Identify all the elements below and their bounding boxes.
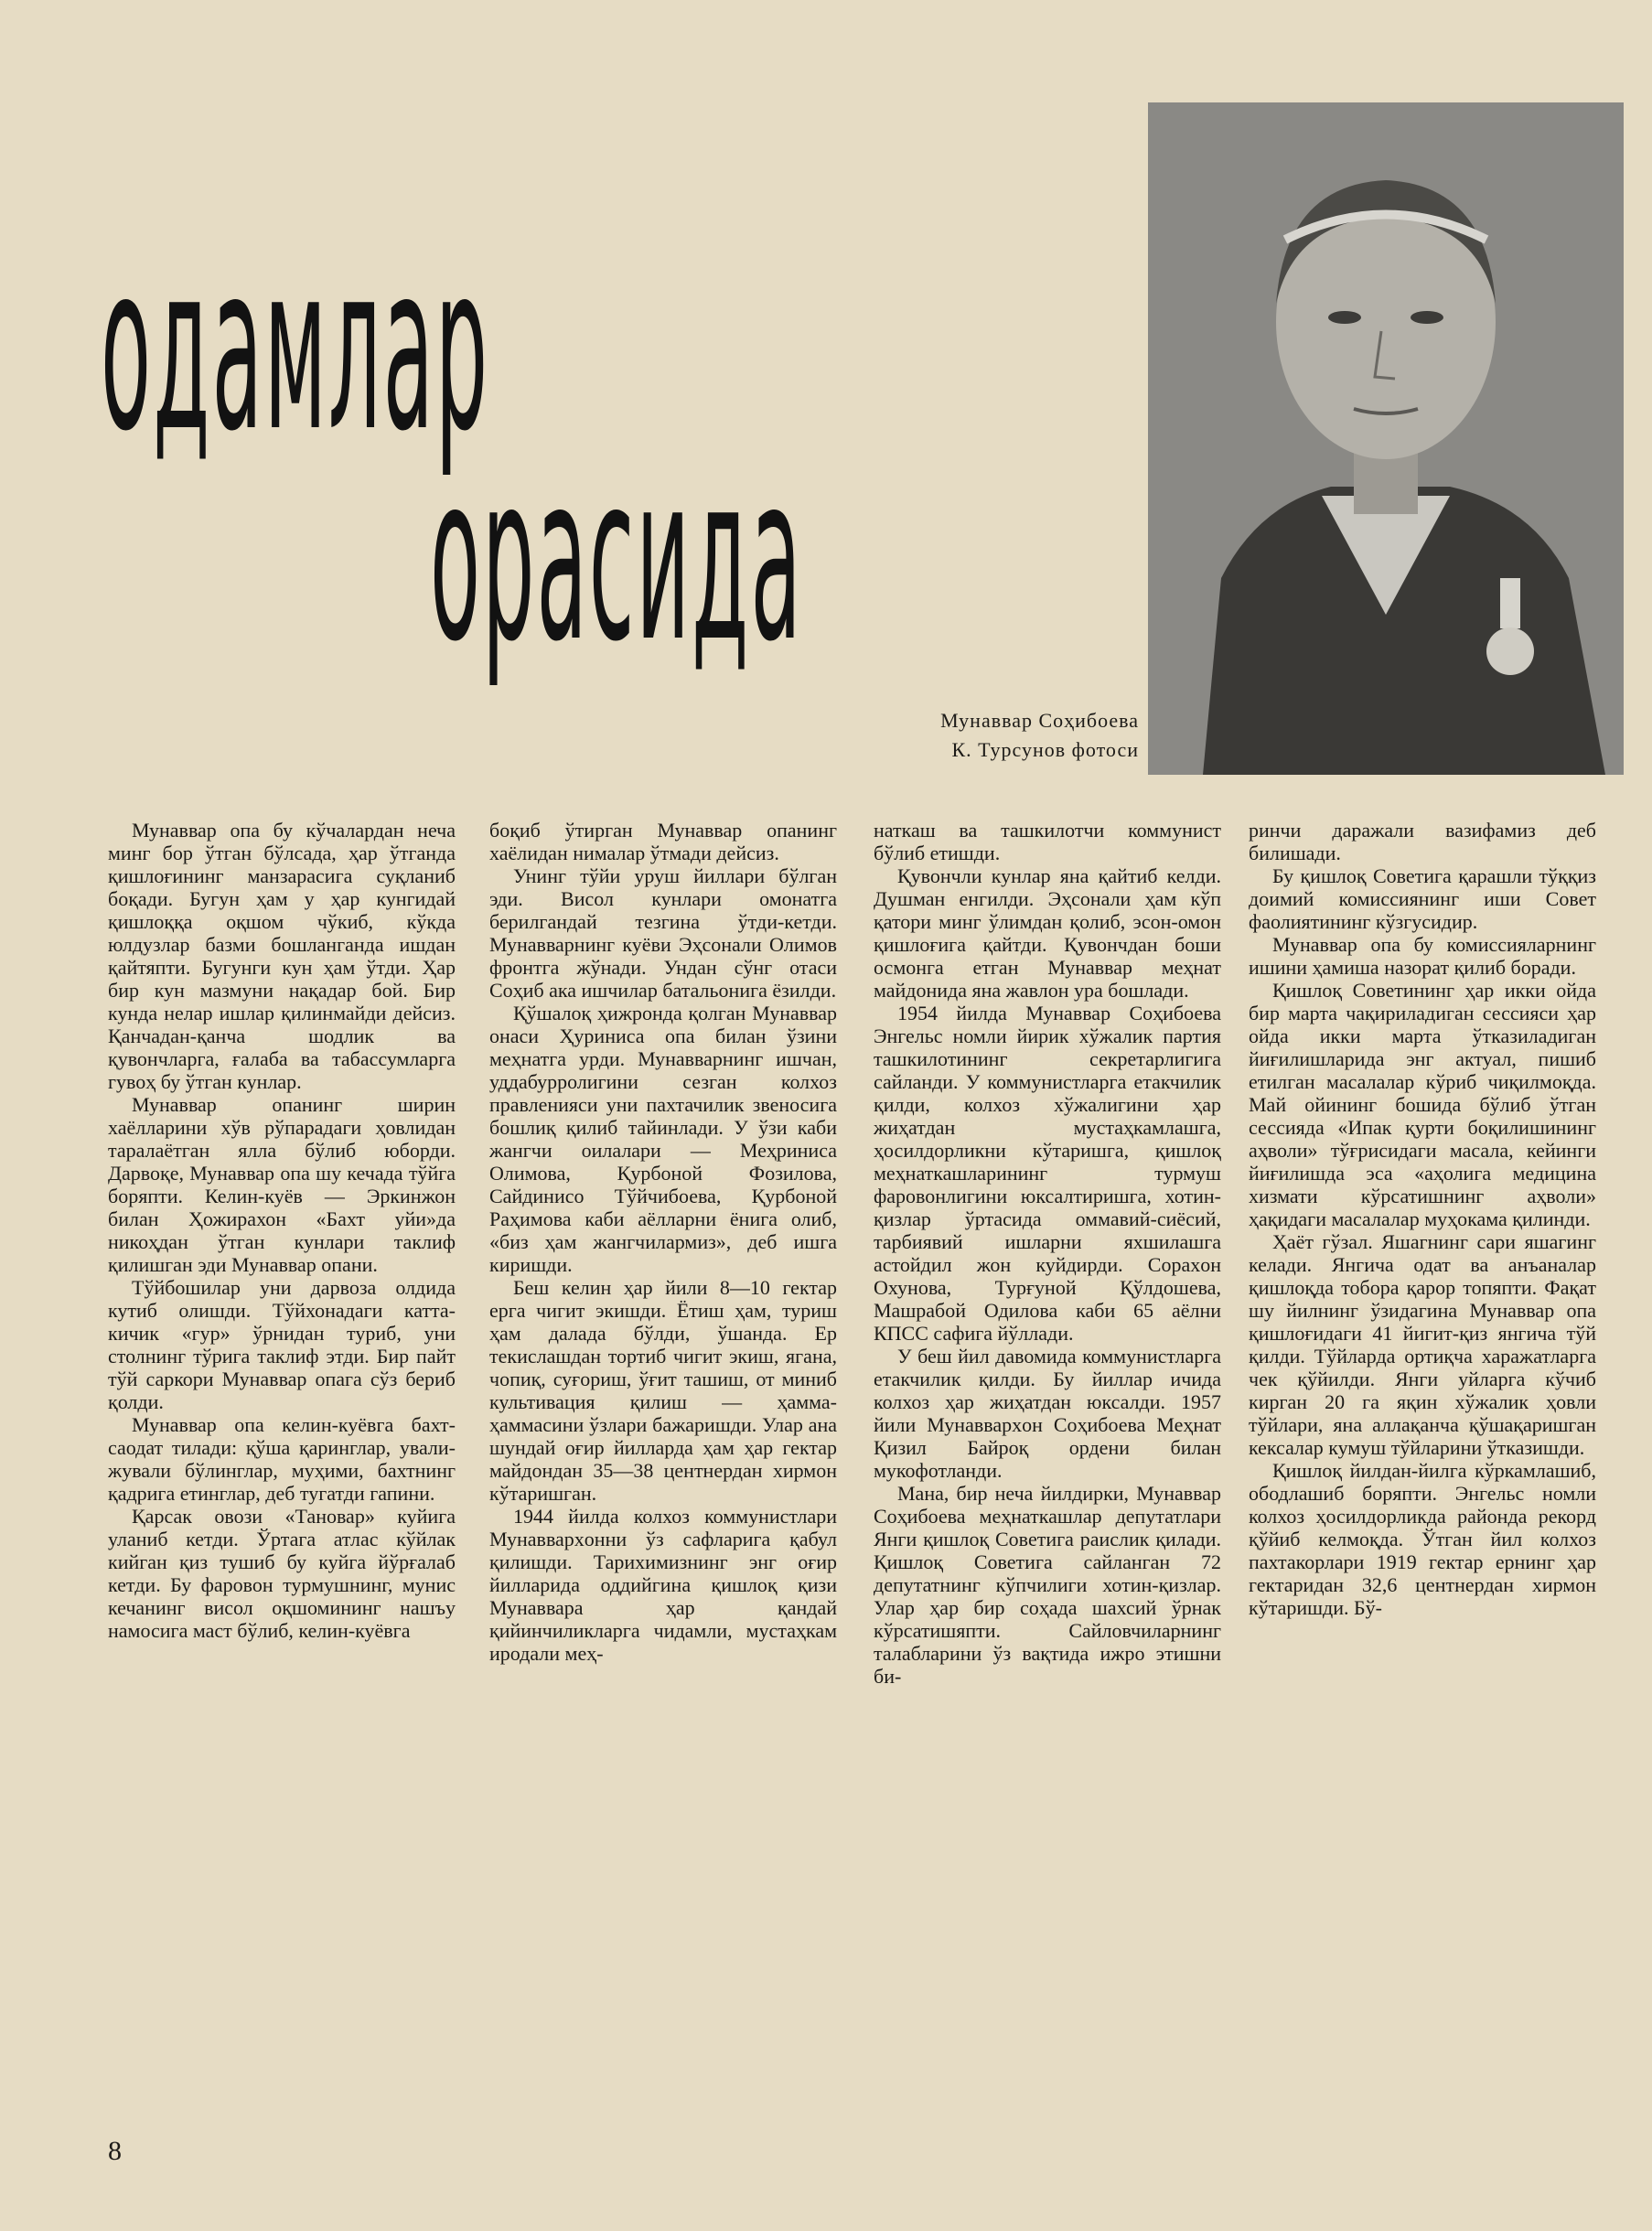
article-column-1 <box>108 819 456 1642</box>
caption-credit: К. Турсунов фотоси <box>951 738 1139 761</box>
paragraph: Мана, бир неча йилдирки, Мунаввар Соҳибоева меҳнаткашлар депутатлари Янги қишлоқ Советига раислик қилади. Қишлоқ Советига сайланган 72 депутатнинг кўпчилиги хотин-қизлар. Улар ҳар бир соҳада шахсий ўрнак кўрсатишяпти. Сайловчиларнинг талабларини ўз вақтида ижро этишни би- <box>874 1482 1221 1688</box>
caption-name: Мунаввар Соҳибоева <box>940 709 1139 732</box>
paragraph: Қўшалоқ ҳижронда қолган Мунаввар онаси Ҳуриниса опа билан ўзини меҳнатга урди. Мунавварнинг ишчан, уддабурролигини сезган колхоз правленияси уни пахтачилик звеносига бошлиқ қилиб тайинлади. У ўзи каби жангчи оилалари — Меҳриниса Олимова, Қурбоной Фозилова, Сайдинисо Тўйчибоева, Қурбоной Раҳимова каби аёлларни ёнига олиб, «биз ҳам жангчилармиз», деб ишга киришди. <box>489 1002 837 1276</box>
paragraph: Мунаввар опа бу комиссияларнинг ишини ҳамиша назорат қилиб боради. <box>1249 933 1596 979</box>
paragraph: наткаш ва ташкилотчи коммунист бўлиб етишди. <box>874 819 1221 864</box>
title-line-1: одамлар <box>101 214 490 481</box>
paragraph: Қишлоқ йилдан-йилга кўркамлашиб, ободлашиб боряпти. Энгельс номли колхоз ҳосилдорликда районда рекорд қўйиб келмоқда. Ўтган йил колхоз пахтакорлари 1919 гектар ернинг ҳар гектаридан 32,6 центнердан хирмон кўтаришди. Бў- <box>1249 1459 1596 1619</box>
paragraph: Бу қишлоқ Советига қарашли тўққиз доимий комиссиянинг иши Совет фаолиятининг кўзгусидир. <box>1249 864 1596 933</box>
photo-caption <box>864 706 1139 765</box>
paragraph: боқиб ўтирган Мунаввар опанинг хаёлидан нималар ўтмади дейсиз. <box>489 819 837 864</box>
paragraph: Қарсак овози «Тановар» куйига уланиб кетди. Ўртага атлас кўйлак кийган қиз тушиб бу куйга йўрғалаб кетди. Бу фаровон турмушнинг, мунис кечанинг висол оқшомининг нашъу намосига маст бўлиб, келин-куёвга <box>108 1505 456 1642</box>
paragraph: Унинг тўйи уруш йиллари бўлган эди. Висол кунлари омонатга берилгандай тезгина ўтди-кетди. Мунавварнинг куёви Эҳсонали Олимов фронтга жўнади. Ундан сўнг отаси Соҳиб ака ишчилар батальонига ёзилди. <box>489 864 837 1002</box>
paragraph: Мунаввар опа келин-куёвга бахт-саодат тилади: қўша қаринглар, ували-жували бўлинглар, муҳими, бахтнинг қадрига етинглар, деб тугатди гапини. <box>108 1413 456 1505</box>
portrait-illustration <box>1148 102 1624 775</box>
page-number: 8 <box>108 2136 122 2166</box>
paragraph: Мунаввар опанинг ширин хаёлларини хўв рўпарадаги ҳовлидан таралаётган ялла бўлиб юборди. Дарвоқе, Мунаввар опа шу кечада тўйга боряпти. Келин-куёв — Эркинжон билан Ҳожирахон «Бахт уйи»да никоҳдан ўтган кунлари таклиф қилишган эди Мунаввар опани. <box>108 1093 456 1276</box>
paragraph: Мунаввар опа бу кўчалардан неча минг бор ўтган бўлсада, ҳар ўтганда қишлоғининг манзарасига суқланиб боқади. Бугун ҳам у ҳар кунгидай қишлоққа оқшом чўкиб, кўкда юлдузлар базми бошланганда ишдан қайтяпти. Бугунги кун ҳам ўтди. Ҳар бир кун мазмуни нақадар бой. Бир кунда нелар ишлар қилинмайди дейсиз. Қанчадан-қанча шодлик ва қувончларга, ғалаба ва табассумларга гувоҳ бу ўтган кунлар. <box>108 819 456 1093</box>
paragraph: Қувончли кунлар яна қайтиб келди. Душман енгилди. Эҳсонали ҳам кўп қатори минг ўлимдан қолиб, эсон-омон қишлоғига қайтди. Қувончдан боши осмонга етган Мунаввар меҳнат майдонида яна жавлон ура бошлади. <box>874 864 1221 1002</box>
paragraph: Беш келин ҳар йили 8—10 гектар ерга чигит экишди. Ётиш ҳам, туриш ҳам далада бўлди, ўшанда. Ер текислашдан тортиб чигит экиш, ягана, чопиқ, суғориш, ўғит ташиш, от миниб культивация қилиш — ҳамма-ҳаммасини ўзлари бажаришди. Улар ана шундай оғир йилларда ҳам ҳар гектар майдондан 35—38 центнердан хирмон кўтаришган. <box>489 1276 837 1505</box>
article-column-2 <box>489 819 837 1665</box>
paragraph: Тўйбошилар уни дарвоза олдида кутиб олишди. Тўйхонадаги катта-кичик «гур» ўрнидан туриб, уни столнинг тўрига таклиф этди. Бир пайт тўй саркори Мунаввар опага сўз бериб қолди. <box>108 1276 456 1413</box>
paragraph: 1944 йилда колхоз коммунистлари Мунавварxонни ўз сафларига қабул қилишди. Тарихимизнинг энг оғир йилларида оддийгина қишлоқ қизи Мунаввара ҳар қандай қийинчиликларга чидамли, мустаҳкам иродали меҳ- <box>489 1505 837 1665</box>
paragraph: Қишлоқ Советининг ҳар икки ойда бир марта чақириладиган сессияси ҳар ойда икки марта ўтказиладиган йиғилишларида энг актуал, пишиб етилган масалалар кўриб чиқилмоқда. Май ойининг бошида бўлиб ўтган сессияда «Ипак қурти боқилишининг аҳволи» тўғрисидаги масала, кейинги йиғилишда эса «аҳолига медицина хизмати кўрсатишнинг аҳволи» ҳақидаги масалалар муҳокама қилинди. <box>1249 979 1596 1230</box>
paragraph: У беш йил давомида коммунистларга етакчилик қилди. Бу йиллар ичида колхоз ҳар жиҳатдан юксалди. 1957 йили Мунавварxон Соҳибоева Меҳнат Қизил Байроқ ордени билан мукофотланди. <box>874 1345 1221 1482</box>
paragraph: Ҳаёт гўзал. Яшагнинг сари яшагинг келади. Янгича одат ва анъаналар қишлоқда тобора қарор топяпти. Фақат шу йилнинг ўзидагина Мунаввар опа қишлоғидаги 41 йигит-қиз янгича тўй қилди. Тўйларда ортиқча харажатларга чек қўйилди. Янги уйларга кўчиб кирган 20 га яқин хўжалик ҳовли тўйлари, яна аллақанча қўшақаришган кексалар кумуш тўйларини ўтказишди. <box>1249 1230 1596 1459</box>
paragraph: ринчи даражали вазифамиз деб билишади. <box>1249 819 1596 864</box>
title-line-2: орасида <box>430 424 803 692</box>
portrait-photo <box>1148 102 1624 775</box>
paragraph: 1954 йилда Мунаввар Соҳибоева Энгельс номли йирик хўжалик партия ташкилотининг секретарлигига сайланди. У коммунистларга етакчилик қилди, колхоз хўжалигини ҳар жиҳатдан мустаҳкамлашга, ҳосилдорликни кўтаришга, қишлоқ меҳнаткашларининг турмуш фаровонлигини юксалтиришга, хотин-қизлар ўртасида оммавий-сиёсий, тарбиявий ишларни яхшилашга астойдил жон куйдирди. Сораxон Охунова, Турғуной Қўлдошева, Машрабой Одилова каби 65 аёлни КПСС сафига йўллади. <box>874 1002 1221 1345</box>
article-column-4 <box>1249 819 1596 1619</box>
article-column-3 <box>874 819 1221 1688</box>
